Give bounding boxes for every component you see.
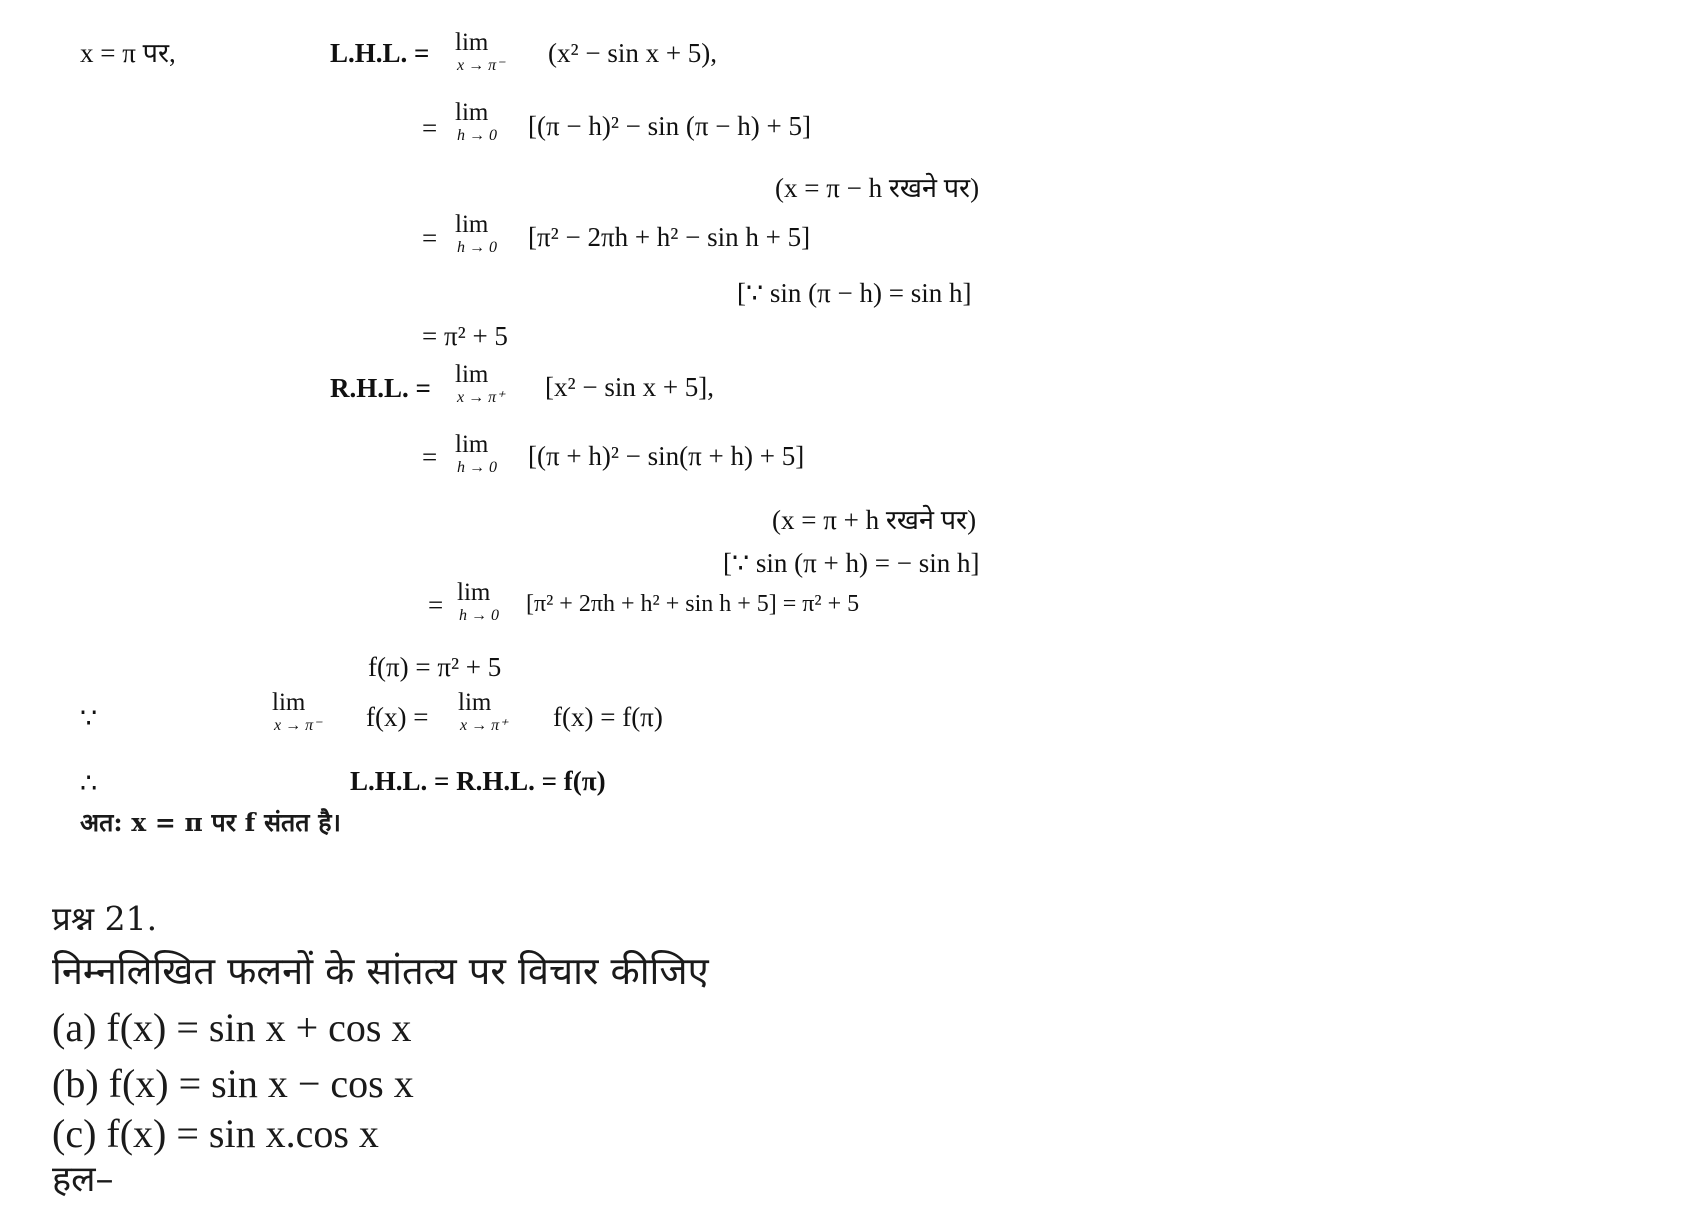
lim-word: lim bbox=[455, 361, 489, 388]
lim-word: lim bbox=[455, 211, 489, 238]
rhl-expression: [x² − sin x + 5], bbox=[545, 372, 715, 402]
lim-word: lim bbox=[457, 579, 491, 606]
solution-label: हल– bbox=[52, 1159, 114, 1200]
lim-subscript: x → π⁻ bbox=[274, 717, 322, 734]
question-part-c: (c) f(x) = sin x.cos x bbox=[52, 1111, 379, 1156]
lim-subscript: x → π⁺ bbox=[460, 717, 508, 734]
lim-word: lim bbox=[455, 431, 489, 458]
lhl-label: L.H.L. = bbox=[330, 38, 430, 68]
lhl-expression: (x² − sin x + 5), bbox=[548, 38, 718, 68]
lim-word: lim bbox=[455, 99, 489, 126]
lim-subscript: h → 0 bbox=[459, 607, 499, 624]
at-x-pi-label: x = π पर, bbox=[80, 38, 176, 68]
lim-subscript: h → 0 bbox=[457, 127, 497, 144]
therefore-symbol: ∴ bbox=[80, 768, 98, 798]
rhl-label: R.H.L. = bbox=[330, 373, 431, 403]
lim-subscript: x → π⁻ bbox=[457, 57, 505, 74]
conclusion: अत: x = π पर f संतत है। bbox=[80, 808, 341, 837]
lim-word: lim bbox=[272, 689, 306, 716]
lim-word: lim bbox=[458, 689, 492, 716]
lhl-step-1: [(π − h)² − sin (π − h) + 5] bbox=[528, 111, 811, 141]
question-part-b: (b) f(x) = sin x − cos x bbox=[52, 1061, 414, 1106]
lhl-note-identity: [∵ sin (π − h) = sin h] bbox=[737, 278, 972, 308]
lim-subscript: x → π⁺ bbox=[457, 389, 505, 406]
rhl-note-substitution: (x = π + h रखने पर) bbox=[772, 505, 977, 535]
rhl-step-2: [π² + 2πh + h² + sin h + 5] = π² + 5 bbox=[526, 591, 860, 617]
fx-equals-fpi: f(x) = f(π) bbox=[553, 702, 663, 732]
equals-sign: = bbox=[422, 223, 438, 253]
rhl-note-identity: [∵ sin (π + h) = − sin h] bbox=[723, 548, 980, 578]
lhl-note-substitution: (x = π − h रखने पर) bbox=[775, 173, 980, 203]
lim-subscript: h → 0 bbox=[457, 239, 497, 256]
f-pi-value: f(π) = π² + 5 bbox=[368, 652, 502, 682]
because-symbol: ∵ bbox=[80, 703, 98, 733]
question-statement: निम्नलिखित फलनों के सांतत्य पर विचार कीजिए bbox=[52, 949, 709, 993]
question-number: प्रश्न 21. bbox=[52, 899, 158, 938]
equals-sign: = bbox=[422, 113, 438, 143]
rhl-step-1: [(π + h)² − sin(π + h) + 5] bbox=[528, 441, 805, 471]
final-equality: L.H.L. = R.H.L. = f(π) bbox=[350, 766, 606, 796]
question-part-a: (a) f(x) = sin x + cos x bbox=[52, 1005, 412, 1050]
lim-word: lim bbox=[455, 29, 489, 56]
lhl-step-2: [π² − 2πh + h² − sin h + 5] bbox=[528, 222, 811, 252]
equals-sign: = bbox=[422, 442, 438, 472]
lim-subscript: h → 0 bbox=[457, 459, 497, 476]
lhl-result: = π² + 5 bbox=[422, 321, 508, 351]
equals-sign: = bbox=[428, 590, 444, 620]
fx-equals: f(x) = bbox=[366, 702, 429, 732]
